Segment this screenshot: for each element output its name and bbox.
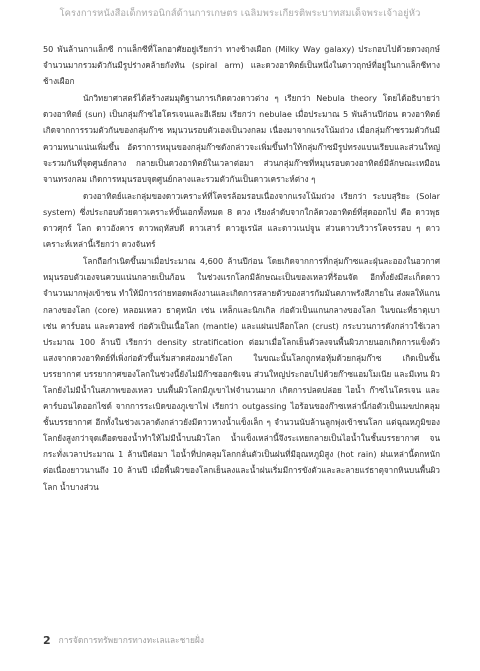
paragraph-4: โลกถือกำเนิดขึ้นมาเมื่อประมาณ 4,600 ล้านปีก่อน โดยเกิดจากการที่กลุ่มก๊าซและฝุ่นละอองในอวกาศหมุนรอบตัวเองจนควบแน่นกลายเป็นก้อน ในช่วงแรกโลกมีลักษณะเป็นของเหลวที่ร้อนจัด อีกทั้งยังมีสะเก็ดดาวจำนวนมากพุ่งเข้าชน ทำให้มีการถ่ายทอดพลังงานและเกิดการสลายตัวของสารกัมมันตภาพรังสีภายใน ส่งผลให้แกนกลางของโลก (core) หลอมเหลว ธาตุหนัก เช่น เหล็กและนิกเกิล ก่อตัวเป็นแกนกลางของโลก ในขณะที่ธาตุเบา เช่น คาร์บอน และควอทซ์ ก่อตัวเป็นเนื้อโลก (mantle) และแผ่นเปลือกโลก (crust) กระบวนการดังกล่าวใช้เวลาประมาณ 100 ล้านปี เรียกว่า density stratification ต่อมาเมื่อโลกเย็นตัวลงจนพื้นผิวภายนอกเกิดการแข็งตัว แสงจากดวงอาทิตย์ที่เพิ่งก่อตัวขึ้นเริ่มสาดส่องมายังโลก ในขณะนั้นโลกถูกห่อหุ้มด้วยกลุ่มก๊าซ เกิดเป็นชั้นบรรยากาศ บรรยากาศของโลกในช่วงนี้ยังไม่มีก๊าซออกซิเจน ส่วนใหญ่ประกอบไปด้วยก๊าซแอมโมเนีย และมีเทน ผิวโลกยังไม่มีน้ำในสภาพของเหลว บนพื้นผิวโลกมีภูเขาไฟจำนวนมาก เกิดการปลดปล่อย ไอน้ำ ก๊าซไนโตรเจน และคาร์บอนไดออกไซด์ จากการระเบิดของภูเขาไฟ เรียกว่า outgassing ไอร้อนของก๊าซเหล่านี้ก่อตัวเป็นเมฆปกคลุมชั้นบรรยากาศ อีกทั้งในช่วงเวลาดังกล่าวยังมีดาวหางน้ำแข็งเล็ก ๆ จำนวนนับล้านลูกพุ่งเข้าชนโลก แต่ฉุณหภูมิของโลกยังสูงกว่าจุดเดือดของน้ำทำให้ไม่มีน้ำบนผิวโลก น้ำแข็งเหล่านี้จึงระเหยกลายเป็นไอน้ำในชั้นบรรยากาศ จนกระทั่งเวลาประมาณ 1 ล้านปีต่อมา ไอน้ำที่ปกคลุมโลกกลั่นตัวเป็นฝนที่มีอุณหภูมิสูง (hot rain) ฝนเหล่านี้ตกหนักต่อเนื่องยาวนานถึง 10 ล้านปี เมื่อพื้นผิวของโลกเย็นลงและน้ำฝนเริ่มมีการขังตัวและละลายแร่ธาตุจากหินบนพื้นผิวโลก น้ำบางส่วน [43, 256, 440, 492]
body-text [43, 41, 440, 496]
paragraph-2: นักวิทยาศาสตร์ได้สร้างสมมุติฐานการเกิดดวงดาวต่าง ๆ เรียกว่า Nebula theory โดยได้อธิบายว่า ดวงอาทิตย์ (sun) เป็นกลุ่มก๊าซไฮโดรเจนและฮีเลียม เรียกว่า nebulae เมื่อประมาณ 5 พันล้านปีก่อน ดวงอาทิตย์ เกิดจากการรวมตัวกันของกลุ่มก๊าซ หมุนวนรอบตัวเองเป็นวงกลม เนื่องมาจากแรงโน้มถ่วง เมื่อกลุ่มก๊าซรวมตัวกันมีความหนาแน่นเพิ่มขึ้น อัตราการหมุนของกลุ่มก๊าซดังกล่าวจะเพิ่มขึ้นทำให้กลุ่มก๊าซมีรูปทรงแบนเรียบและส่วนใหญ่จะรวมกันที่จุดศูนย์กลาง กลายเป็นดวงอาทิตย์ในเวลาต่อมา ส่วนกลุ่มก๊าซที่หมุนรอบดวงอาทิตย์มีลักษณะเหมือนจานทรงกลม เกิดการหมุนรอบจุดศูนย์กลางและรวมตัวกันเป็นดาวเคราะห์ต่าง ๆ [43, 93, 440, 184]
footer-title: การจัดการทรัพยากรทางทะเลและชายฝั่ง [58, 635, 204, 645]
page-number: 2 [43, 633, 51, 647]
page-footer [43, 631, 204, 649]
paragraph-3: ดวงอาทิตย์และกลุ่มของดาวเคราะห์ที่โคจรล้อมรอบเนื่องจากแรงโน้มถ่วง เรียกว่า ระบบสุริยะ (Solar system) ซึ่งประกอบด้วยดาวเคราะห์ขั้นเอกทั้งหมด 8 ดวง เรียงลำดับจากใกล้ดวงอาทิตย์ที่สุดออกไป คือ ดาวพุธ ดาวศุกร์ โลก ดาวอังคาร ดาวพฤหัสบดี ดาวเสาร์ ดาวยูเรนัส และดาวเนปจูน ส่วนดาวบริวารโคจรรอบ ๆ ดาวเคราะห์เหล่านี้เรียกว่า ดวงจันทร์ [43, 190, 440, 250]
paragraph-1: 50 พันล้านกาแล็กซี กาแล็กซีที่โลกอาศัยอยู่เรียกว่า ทางช้างเผือก (Milky Way galaxy) ประกอบไปด้วยดวงฤกษ์จำนวนมากรวมตัวกันมีรูปร่างคล้ายกังหัน (spiral arm) และดวงอาทิตย์เป็นหนึ่งในดาวฤกษ์ที่อยู่ในกาแล็กซีทางช้างเผือก [43, 44, 440, 87]
running-header: โครงการหนังสือเด็กทรอนิกส์ด้านการเกษตร เฉลิมพระเกียรติพระบาทสมเด็จพระเจ้าอยู่หัว [59, 8, 421, 19]
